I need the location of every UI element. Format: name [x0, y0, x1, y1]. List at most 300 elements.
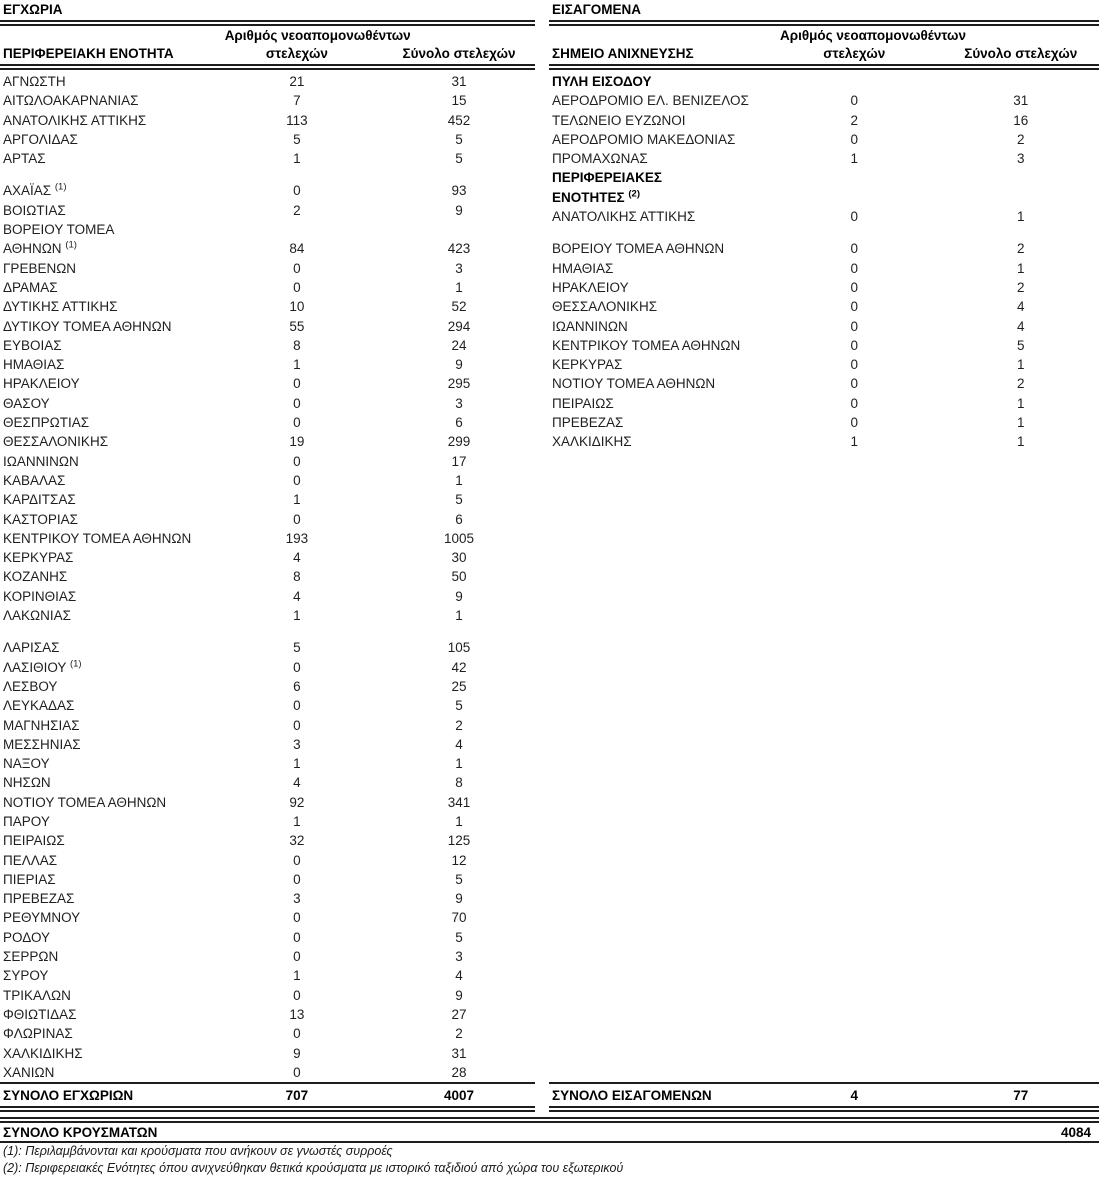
- row-total-count: 3: [455, 949, 463, 965]
- row-total-count: 3: [455, 260, 463, 276]
- row-new-count: 1: [293, 608, 301, 624]
- row-label: ΑΧΑΪΑΣ $^{(1)}$: [3, 181, 67, 199]
- row-new-count: 8: [293, 337, 301, 353]
- row-label: ΜΕΣΣΗΝΙΑΣ: [3, 736, 81, 752]
- row-total-count: 2: [1016, 241, 1025, 257]
- total-row-new-count: 707: [285, 1087, 309, 1103]
- table-row: [549, 239, 1099, 258]
- row-new-count: 1: [293, 756, 301, 772]
- row-new-count: 3: [293, 736, 301, 752]
- row-label: ΘΕΣΣΑΛΟΝΙΚΗΣ: [3, 434, 109, 450]
- row-label: ΑΕΡΟΔΡΟΜΙΟ ΜΑΚΕΔΟΝΙΑΣ: [552, 131, 736, 147]
- domestic-table-body: [0, 70, 535, 1082]
- row-total-count: 1: [455, 756, 463, 772]
- row-new-count: 0: [850, 415, 858, 431]
- row-total-count: 8: [455, 775, 463, 791]
- table-row: [0, 471, 535, 490]
- section-header-row: [549, 168, 1099, 207]
- column-header-new-count-line2: στελεχών: [823, 45, 886, 61]
- row-new-count: 193: [285, 530, 309, 546]
- row-label: ΛΕΥΚΑΔΑΣ: [3, 698, 75, 714]
- imported-table-title: ΕΙΣΑΓΟΜΕΝΑ: [552, 2, 641, 17]
- footnote-marker: (1): [65, 239, 77, 251]
- row-total-count: 5: [455, 492, 463, 508]
- column-header-new-count-line1: Αριθμός νεοαπομονωθέντων: [224, 28, 411, 43]
- row-new-count: 1: [293, 492, 301, 508]
- table-row: [0, 297, 535, 316]
- row-total-count: 5: [1016, 337, 1025, 353]
- row-total-count: 9: [455, 987, 463, 1003]
- row-label: ΒΟΡΕΙΟΥ ΤΟΜΕΑ ΑΘΗΝΩΝ $^{(1)}$: [3, 222, 115, 257]
- spacer-row: [0, 168, 535, 181]
- column-header-new-count: [224, 27, 411, 62]
- row-new-count: 0: [850, 260, 858, 276]
- row-label: ΒΟΡΕΙΟΥ ΤΟΜΕΑ ΑΘΗΝΩΝ: [552, 241, 725, 257]
- row-total-count: 105: [447, 640, 471, 656]
- row-label: ΚΑΒΑΛΑΣ: [3, 472, 66, 488]
- row-new-count: 0: [850, 279, 858, 295]
- row-new-count: 0: [293, 260, 301, 276]
- row-label: ΔΥΤΙΚΟΥ ΤΟΜΕΑ ΑΘΗΝΩΝ: [3, 318, 172, 334]
- row-total-count: 28: [451, 1064, 467, 1080]
- table-row: [0, 413, 535, 432]
- row-label: ΡΟΔΟΥ: [3, 929, 51, 945]
- row-label: ΚΕΡΚΥΡΑΣ: [552, 357, 623, 373]
- row-label: ΑΕΡΟΔΡΟΜΙΟ ΕΛ. ΒΕΝΙΖΕΛΟΣ: [552, 93, 749, 109]
- row-total-count: 2: [1016, 131, 1025, 147]
- row-label: ΕΥΒΟΙΑΣ: [3, 337, 62, 353]
- row-label: ΝΗΣΩΝ: [3, 775, 51, 791]
- row-total-count: 24: [451, 337, 467, 353]
- divider: [0, 1106, 535, 1112]
- row-total-count: 31: [1013, 93, 1029, 109]
- row-label: ΣΕΡΡΩΝ: [3, 949, 59, 965]
- row-new-count: 0: [293, 949, 301, 965]
- row-label: ΠΕΛΛΑΣ: [3, 852, 58, 868]
- row-new-count: 0: [293, 376, 301, 392]
- total-row-label: ΣΥΝΟΛΟ ΕΓΧΩΡΙΩΝ: [3, 1087, 134, 1103]
- row-total-count: 31: [451, 1045, 467, 1061]
- row-new-count: 0: [850, 395, 858, 411]
- row-new-count: 1: [850, 434, 858, 450]
- row-label: ΠΡΕΒΕΖΑΣ: [552, 415, 624, 431]
- column-header-total-count: Σύνολο στελεχών: [964, 46, 1078, 61]
- table-row: [0, 394, 535, 413]
- table-row: [0, 773, 535, 792]
- table-row: [0, 638, 535, 657]
- table-row: [0, 149, 535, 168]
- row-new-count: 1: [293, 151, 301, 167]
- row-new-count: 0: [293, 511, 301, 527]
- row-new-count: 0: [293, 415, 301, 431]
- row-new-count: 0: [293, 1026, 301, 1042]
- row-label: ΑΓΝΩΣΤΗ: [3, 74, 66, 89]
- row-label: ΧΑΛΚΙΔΙΚΗΣ: [552, 434, 632, 450]
- table-row: [0, 716, 535, 735]
- row-label: ΧΑΝΙΩΝ: [3, 1064, 55, 1080]
- row-new-count: 4: [293, 775, 301, 791]
- row-total-count: 30: [451, 550, 467, 566]
- row-new-count: 0: [850, 337, 858, 353]
- row-total-count: 1: [1016, 434, 1025, 450]
- imported-total-row: [549, 1082, 1099, 1106]
- table-row: [549, 336, 1099, 355]
- table-row: [0, 870, 535, 889]
- table-row: [0, 111, 535, 130]
- domestic-table-title: ΕΓΧΩΡΙΑ: [3, 2, 63, 17]
- row-total-count: 1: [455, 472, 463, 488]
- row-total-count: 2: [455, 717, 463, 733]
- row-total-count: 125: [447, 833, 471, 849]
- row-new-count: 0: [850, 376, 858, 392]
- table-row: [549, 413, 1099, 432]
- table-row: [0, 529, 535, 548]
- row-total-count: 2: [455, 1026, 463, 1042]
- row-new-count: 113: [286, 112, 308, 128]
- row-label: ΗΡΑΚΛΕΙΟΥ: [3, 376, 80, 392]
- row-total-count: 15: [451, 93, 467, 109]
- row-new-count: 4: [293, 588, 301, 604]
- divider: [549, 1106, 1099, 1112]
- row-total-count: 1: [455, 813, 463, 829]
- row-new-count: 1: [850, 151, 858, 167]
- row-new-count: 0: [293, 717, 301, 733]
- table-header-row: [0, 26, 535, 64]
- table-header-row: [549, 26, 1099, 64]
- row-total-count: 341: [447, 794, 471, 810]
- row-label: ΚΟΖΑΝΗΣ: [3, 569, 68, 585]
- table-row: [0, 355, 535, 374]
- row-new-count: 7: [293, 93, 301, 109]
- row-label: ΑΡΓΟΛΙΔΑΣ: [3, 131, 78, 147]
- domestic-cases-table: [0, 0, 535, 1112]
- row-label: ΚΕΡΚΥΡΑΣ: [3, 550, 74, 566]
- row-label: ΘΕΣΣΑΛΟΝΙΚΗΣ: [552, 299, 658, 315]
- row-total-count: 25: [451, 678, 467, 694]
- row-total-count: 295: [447, 376, 471, 392]
- table-row: [549, 355, 1099, 374]
- row-new-count: 2: [850, 112, 858, 128]
- row-total-count: 299: [447, 434, 471, 450]
- table-row: [0, 452, 535, 471]
- row-new-count: 0: [293, 871, 301, 887]
- row-total-count: 16: [1013, 112, 1029, 128]
- table-row: [549, 111, 1099, 130]
- table-row: [0, 1024, 535, 1043]
- row-new-count: 92: [289, 794, 305, 810]
- imported-cases-table: [549, 0, 1099, 1112]
- row-total-count: 1: [1016, 260, 1025, 276]
- table-row: [0, 754, 535, 773]
- row-new-count: 0: [293, 395, 301, 411]
- footnote-1: (1): Περιλαμβάνονται και κρούσματα που ανήκουν σε γνωστές συρροές: [3, 1144, 393, 1159]
- table-row: [0, 658, 535, 677]
- row-label: ΤΡΙΚΑΛΩΝ: [3, 987, 71, 1003]
- table-row: [0, 1063, 535, 1082]
- row-new-count: 13: [289, 1006, 305, 1022]
- row-new-count: 5: [293, 640, 301, 656]
- row-label: ΛΑΡΙΣΑΣ: [3, 640, 60, 656]
- row-new-count: 19: [289, 434, 305, 450]
- table-row: [0, 851, 535, 870]
- footnote-marker: (1): [69, 658, 82, 670]
- table-row: [0, 510, 535, 529]
- footnote-marker: (1): [54, 181, 67, 193]
- row-total-count: 5: [455, 698, 463, 714]
- row-label: ΒΟΙΩΤΙΑΣ: [3, 202, 66, 218]
- table-row: [549, 394, 1099, 413]
- row-new-count: 0: [850, 93, 858, 109]
- row-label: ΘΑΣΟΥ: [3, 395, 50, 411]
- table-row: [549, 149, 1099, 168]
- section-header-row: [549, 72, 1099, 91]
- row-total-count: 9: [455, 588, 463, 604]
- table-row: [0, 91, 535, 110]
- row-new-count: 0: [850, 357, 858, 373]
- row-total-count: 17: [451, 453, 467, 469]
- row-label: ΑΝΑΤΟΛΙΚΗΣ ΑΤΤΙΚΗΣ: [552, 209, 696, 225]
- footnote-marker: (2): [628, 188, 640, 200]
- table-row: [0, 490, 535, 509]
- row-label: ΑΡΤΑΣ: [3, 151, 46, 167]
- row-new-count: 0: [293, 852, 301, 868]
- table-row: [0, 677, 535, 696]
- spacer: [549, 452, 1099, 1083]
- row-new-count: 0: [850, 318, 858, 334]
- row-total-count: 9: [455, 891, 463, 907]
- row-new-count: 0: [293, 698, 301, 714]
- row-label: ΙΩΑΝΝΙΝΩΝ: [3, 453, 79, 469]
- row-new-count: 0: [293, 929, 301, 945]
- row-label: ΠΑΡΟΥ: [3, 813, 50, 829]
- table-row: [0, 966, 535, 985]
- row-total-count: 4: [455, 968, 463, 984]
- row-label: ΠΕΡΙΦΕΡΕΙΑΚΕΣ ΕΝΟΤΗΤΕΣ $^{(2)}$: [552, 170, 662, 205]
- row-total-count: 3: [455, 395, 463, 411]
- row-new-count: 0: [293, 472, 301, 488]
- row-new-count: 84: [289, 241, 305, 257]
- row-label: ΣΥΡΟΥ: [3, 968, 49, 984]
- row-new-count: 0: [293, 183, 301, 199]
- row-label: ΙΩΑΝΝΙΝΩΝ: [552, 318, 628, 334]
- domestic-total-row: [0, 1082, 535, 1106]
- row-new-count: 0: [850, 209, 858, 225]
- row-label: ΚΑΣΤΟΡΙΑΣ: [3, 511, 78, 527]
- table-row: [0, 278, 535, 297]
- column-header-new-count-line2: στελεχών: [265, 45, 328, 61]
- row-label: ΘΕΣΠΡΩΤΙΑΣ: [3, 415, 90, 431]
- row-total-count: 42: [451, 659, 467, 675]
- table-row: [0, 317, 535, 336]
- table-row: [0, 548, 535, 567]
- row-total-count: 294: [447, 318, 471, 334]
- row-label: ΠΡΟΜΑΧΩΝΑΣ: [552, 151, 648, 167]
- row-label: ΠΡΕΒΕΖΑΣ: [3, 891, 75, 907]
- row-new-count: 0: [293, 659, 301, 675]
- row-total-count: 4: [455, 736, 463, 752]
- row-total-count: 27: [451, 1006, 467, 1022]
- table-row: [0, 793, 535, 812]
- table-row: [0, 432, 535, 451]
- row-total-count: 4: [1016, 299, 1025, 315]
- row-label: ΓΡΕΒΕΝΩΝ: [3, 260, 77, 276]
- total-row-new-count: 4: [850, 1087, 858, 1103]
- row-new-count: 32: [289, 833, 305, 849]
- row-total-count: 5: [455, 871, 463, 887]
- grand-total-row: [0, 1123, 1099, 1143]
- row-total-count: 50: [451, 569, 467, 585]
- row-label: ΔΥΤΙΚΗΣ ΑΤΤΙΚΗΣ: [3, 299, 118, 315]
- row-total-count: 3: [1016, 151, 1025, 167]
- table-row: [549, 297, 1099, 316]
- row-total-count: 5: [455, 151, 463, 167]
- row-total-count: 5: [455, 929, 463, 945]
- row-label: ΚΑΡΔΙΤΣΑΣ: [3, 492, 76, 508]
- row-new-count: 0: [293, 987, 301, 1003]
- row-total-count: 93: [451, 183, 467, 199]
- row-total-count: 452: [447, 112, 471, 128]
- row-label: ΤΕΛΩΝΕΙΟ ΕΥΖΩΝΟΙ: [552, 112, 686, 128]
- row-total-count: 1: [455, 279, 463, 295]
- row-new-count: 10: [289, 299, 305, 315]
- row-new-count: 0: [293, 1064, 301, 1080]
- table-row: [0, 201, 535, 220]
- row-total-count: 1005: [444, 530, 475, 546]
- row-label: ΝΟΤΙΟΥ ΤΟΜΕΑ ΑΘΗΝΩΝ: [552, 376, 716, 392]
- column-header-total-count: Σύνολο στελεχών: [402, 46, 516, 61]
- row-new-count: 55: [289, 318, 305, 334]
- table-row: [0, 374, 535, 393]
- table-row: [0, 181, 535, 200]
- column-header-new-count: [780, 27, 966, 62]
- imported-table-body: [549, 70, 1099, 452]
- row-new-count: 0: [850, 131, 858, 147]
- row-label: ΠΙΕΡΙΑΣ: [3, 871, 56, 887]
- table-row: [0, 696, 535, 715]
- row-total-count: 9: [455, 357, 463, 373]
- table-row: [549, 259, 1099, 278]
- row-new-count: 4: [293, 550, 301, 566]
- table-row: [549, 130, 1099, 149]
- row-label: ΝΑΞΟΥ: [3, 756, 50, 772]
- table-row: [0, 336, 535, 355]
- table-row: [549, 317, 1099, 336]
- row-total-count: 31: [451, 74, 467, 89]
- row-total-count: 1: [1016, 357, 1025, 373]
- row-label: ΦΛΩΡΙΝΑΣ: [3, 1026, 73, 1042]
- row-label: ΛΑΚΩΝΙΑΣ: [3, 608, 71, 624]
- row-total-count: 1: [1016, 395, 1025, 411]
- row-label: ΧΑΛΚΙΔΙΚΗΣ: [3, 1045, 83, 1061]
- row-label: ΛΕΣΒΟΥ: [3, 678, 58, 694]
- row-label: ΠΕΙΡΑΙΩΣ: [552, 395, 614, 411]
- table-row: [0, 831, 535, 850]
- row-label: ΝΟΤΙΟΥ ΤΟΜΕΑ ΑΘΗΝΩΝ: [3, 794, 167, 810]
- row-label: ΠΕΙΡΑΙΩΣ: [3, 833, 65, 849]
- column-header-entity: ΠΕΡΙΦΕΡΕΙΑΚΗ ΕΝΟΤΗΤΑ: [3, 46, 174, 61]
- row-new-count: 1: [293, 357, 301, 373]
- table-row: [549, 432, 1099, 451]
- table-row: [549, 374, 1099, 393]
- row-label: ΠΥΛΗ ΕΙΣΟΔΟΥ: [552, 74, 652, 89]
- row-total-count: 9: [455, 202, 463, 218]
- spacer-row: [0, 625, 535, 638]
- total-row-total-count: 77: [1013, 1087, 1029, 1103]
- footnote-2: (2): Περιφερειακές Ενότητες όπου ανιχνεύθηκαν θετικά κρούσματα με ιστορικό ταξιδιού από χώρα του εξωτερικού: [3, 1161, 624, 1176]
- row-new-count: 1: [293, 968, 301, 984]
- row-new-count: 9: [293, 1045, 301, 1061]
- row-label: ΗΜΑΘΙΑΣ: [3, 357, 65, 373]
- row-total-count: 70: [451, 910, 467, 926]
- table-row: [0, 947, 535, 966]
- table-row: [0, 1005, 535, 1024]
- row-label: ΛΑΣΙΘΙΟΥ $^{(1)}$: [3, 658, 82, 675]
- row-label: ΗΜΑΘΙΑΣ: [552, 260, 614, 276]
- table-row: [0, 259, 535, 278]
- row-label: ΡΕΘΥΜΝΟΥ: [3, 910, 81, 926]
- row-label: ΗΡΑΚΛΕΙΟΥ: [552, 279, 629, 295]
- table-row: [0, 1044, 535, 1063]
- total-row-label: ΣΥΝΟΛΟ ΕΙΣΑΓΟΜΕΝΩΝ: [552, 1087, 712, 1103]
- table-row: [0, 735, 535, 754]
- row-label: ΜΑΓΝΗΣΙΑΣ: [3, 717, 80, 733]
- row-total-count: 2: [1016, 376, 1025, 392]
- row-new-count: 0: [293, 910, 301, 926]
- row-total-count: 423: [447, 241, 471, 257]
- row-total-count: 2: [1016, 279, 1025, 295]
- row-new-count: 8: [293, 569, 301, 585]
- row-new-count: 1: [293, 813, 301, 829]
- row-new-count: 0: [293, 279, 301, 295]
- row-label: ΚΕΝΤΡΙΚΟΥ ΤΟΜΕΑ ΑΘΗΝΩΝ: [552, 337, 741, 353]
- row-total-count: 12: [451, 852, 467, 868]
- table-row: [549, 278, 1099, 297]
- table-row: [0, 889, 535, 908]
- table-row: [549, 207, 1099, 226]
- column-header-new-count-line1: Αριθμός νεοαπομονωθέντων: [780, 28, 966, 43]
- table-row: [0, 220, 535, 259]
- row-total-count: 6: [455, 415, 463, 431]
- total-row-total-count: 4007: [444, 1087, 475, 1103]
- grand-total-value: 4084: [1060, 1124, 1091, 1140]
- row-new-count: 6: [293, 678, 301, 694]
- row-total-count: 5: [455, 131, 463, 147]
- row-total-count: 1: [1016, 209, 1025, 225]
- row-label: ΦΘΙΩΤΙΔΑΣ: [3, 1006, 77, 1022]
- table-row: [0, 908, 535, 927]
- row-new-count: 21: [289, 74, 305, 89]
- row-new-count: 0: [850, 241, 858, 257]
- row-new-count: 5: [293, 131, 301, 147]
- row-total-count: 1: [1016, 415, 1025, 431]
- row-label: ΑΙΤΩΛΟΑΚΑΡΝΑΝΙΑΣ: [3, 93, 139, 109]
- row-label: ΔΡΑΜΑΣ: [3, 279, 58, 295]
- table-row: [0, 606, 535, 625]
- row-new-count: 2: [293, 202, 301, 218]
- table-row: [0, 986, 535, 1005]
- row-total-count: 1: [455, 608, 463, 624]
- grand-total-label: ΣΥΝΟΛΟ ΚΡΟΥΣΜΑΤΩΝ: [3, 1124, 158, 1140]
- row-label: ΑΝΑΤΟΛΙΚΗΣ ΑΤΤΙΚΗΣ: [3, 112, 147, 128]
- row-new-count: 3: [293, 891, 301, 907]
- row-total-count: 4: [1016, 318, 1025, 334]
- table-row: [0, 567, 535, 586]
- table-row: [0, 812, 535, 831]
- table-row: [0, 928, 535, 947]
- table-row: [549, 91, 1099, 110]
- column-header-entity: ΣΗΜΕΙΟ ΑΝΙΧΝΕΥΣΗΣ: [552, 46, 694, 61]
- table-row: [0, 587, 535, 606]
